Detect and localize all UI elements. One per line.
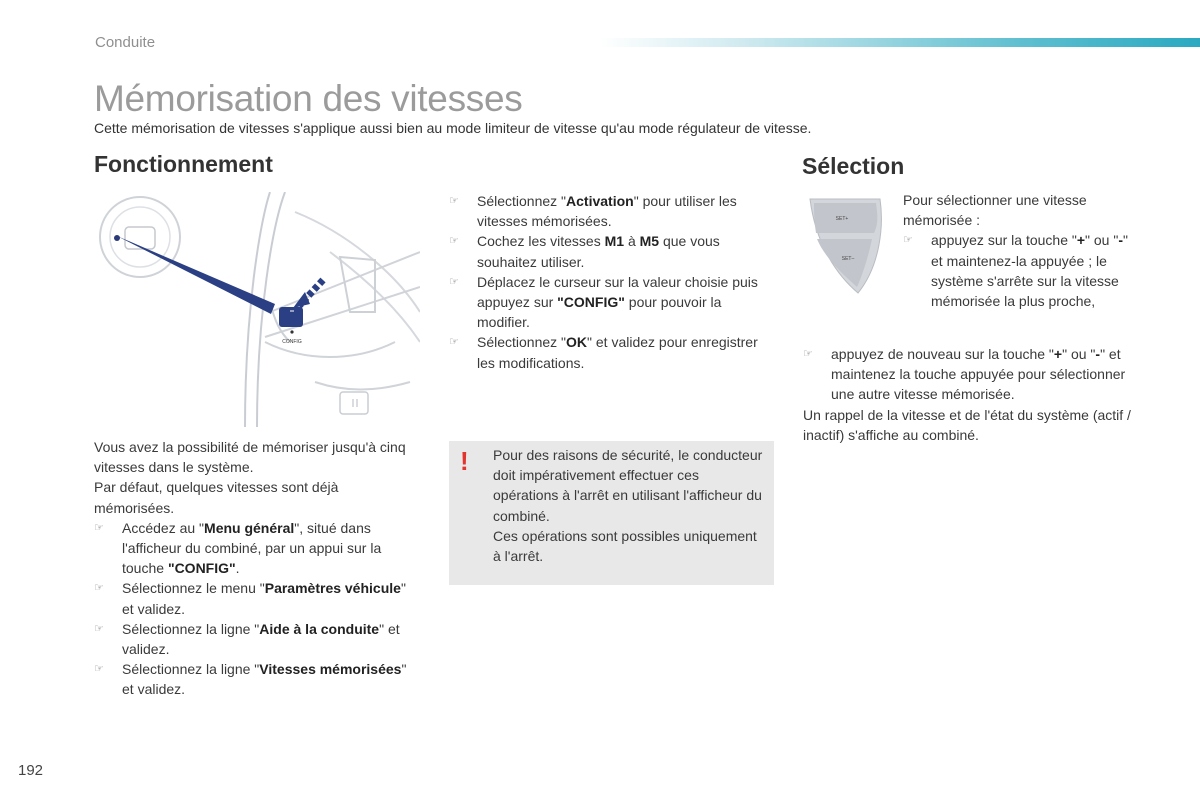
fonctionnement-middle-steps [449, 191, 769, 373]
list-item: ☞ Sélectionnez la ligne "Vitesses mémorisées" et validez. [94, 661, 407, 698]
pointing-hand-icon: ☞ [803, 348, 813, 360]
list-item: ☞ Sélectionnez la ligne "Aide à la conduite" et validez. [94, 620, 400, 658]
pointing-hand-icon: ☞ [449, 275, 459, 288]
warning-text [493, 445, 763, 566]
paragraph-max-speeds: Vous avez la possibilité de mémoriser jusqu'à cinq vitesses dans le système. [94, 439, 406, 476]
selection-intro-block [903, 190, 1143, 311]
list-item: ☞ Accédez au "Menu général", situé dans l'afficheur du combiné, par un appui sur la touche "CONFIG". [94, 519, 382, 577]
list-item: ☞ Sélectionnez "Activation" pour utiliser les vitesses mémorisées. [449, 193, 737, 230]
list-item: ☞ Cochez les vitesses M1 à M5 que vous souhaitez utiliser. [449, 233, 720, 270]
set-plus-label: SET+ [835, 216, 849, 222]
set-minus-label: SET– [841, 256, 855, 262]
set-buttons-illustration [808, 196, 888, 296]
config-button-label: CONFIG [282, 339, 302, 345]
pointing-hand-icon: ☞ [903, 234, 913, 247]
list-item: ☞ appuyez sur la touche "+" ou "-" et maintenez-la appuyée ; le système s'arrête sur la vitesse mémorisée la plus proche, [903, 232, 1128, 310]
page-number: 192 [18, 762, 44, 779]
intro-text: Cette mémorisation de vitesses s'applique aussi bien au mode limiteur de vitesse qu'au mode régulateur de vitesse. [94, 120, 812, 136]
pointing-hand-icon: ☞ [449, 336, 459, 349]
steering-wheel-illustration [95, 192, 420, 427]
heading-selection: Sélection [802, 153, 905, 179]
selection-outro: Un rappel de la vitesse et de l'état du système (actif / inactif) s'affiche au combiné. [803, 406, 1131, 443]
fonctionnement-left-text [94, 437, 414, 700]
pointing-hand-icon: ☞ [449, 195, 459, 207]
warning-line-1: Pour des raisons de sécurité, le conducteur doit impérativement effectuer ces opérations à l'arrêt en utilisant l'afficheur du combiné. [493, 447, 763, 524]
warning-exclamation-icon: ! [460, 446, 469, 476]
pointing-hand-icon: ☞ [449, 235, 459, 248]
list-item: ☞ Sélectionnez "OK" et validez pour enregistrer les modifications. [449, 334, 758, 371]
section-label: Conduite [95, 34, 156, 51]
list-item: ☞ Sélectionnez le menu "Paramètres véhicule" et validez. [94, 580, 406, 617]
page-title: Mémorisation des vitesses [94, 78, 523, 119]
header-gradient-bar [600, 38, 1200, 47]
heading-fonctionnement: Fonctionnement [94, 151, 273, 177]
pointing-hand-icon: ☞ [94, 521, 104, 534]
warning-line-2: Ces opérations sont possibles uniquement à l'arrêt. [493, 527, 757, 565]
list-item: ☞ appuyez de nouveau sur la touche "+" ou "-" et maintenez la touche appuyée pour sélectionner une autre vitesse mémorisée. [803, 346, 1126, 403]
pointing-hand-icon: ☞ [94, 663, 104, 676]
selection-intro: Pour sélectionner une vitesse mémorisée : [903, 192, 1087, 229]
pointing-hand-icon: ☞ [94, 622, 104, 635]
pointing-hand-icon: ☞ [94, 582, 104, 595]
list-item: ☞ Déplacez le curseur sur la valeur choisie puis appuyez sur "CONFIG" pour pouvoir la modifier. [449, 273, 758, 331]
paragraph-default-speeds: Par défaut, quelques vitesses sont déjà mémorisées. [94, 479, 339, 516]
selection-continued-block [803, 344, 1133, 445]
